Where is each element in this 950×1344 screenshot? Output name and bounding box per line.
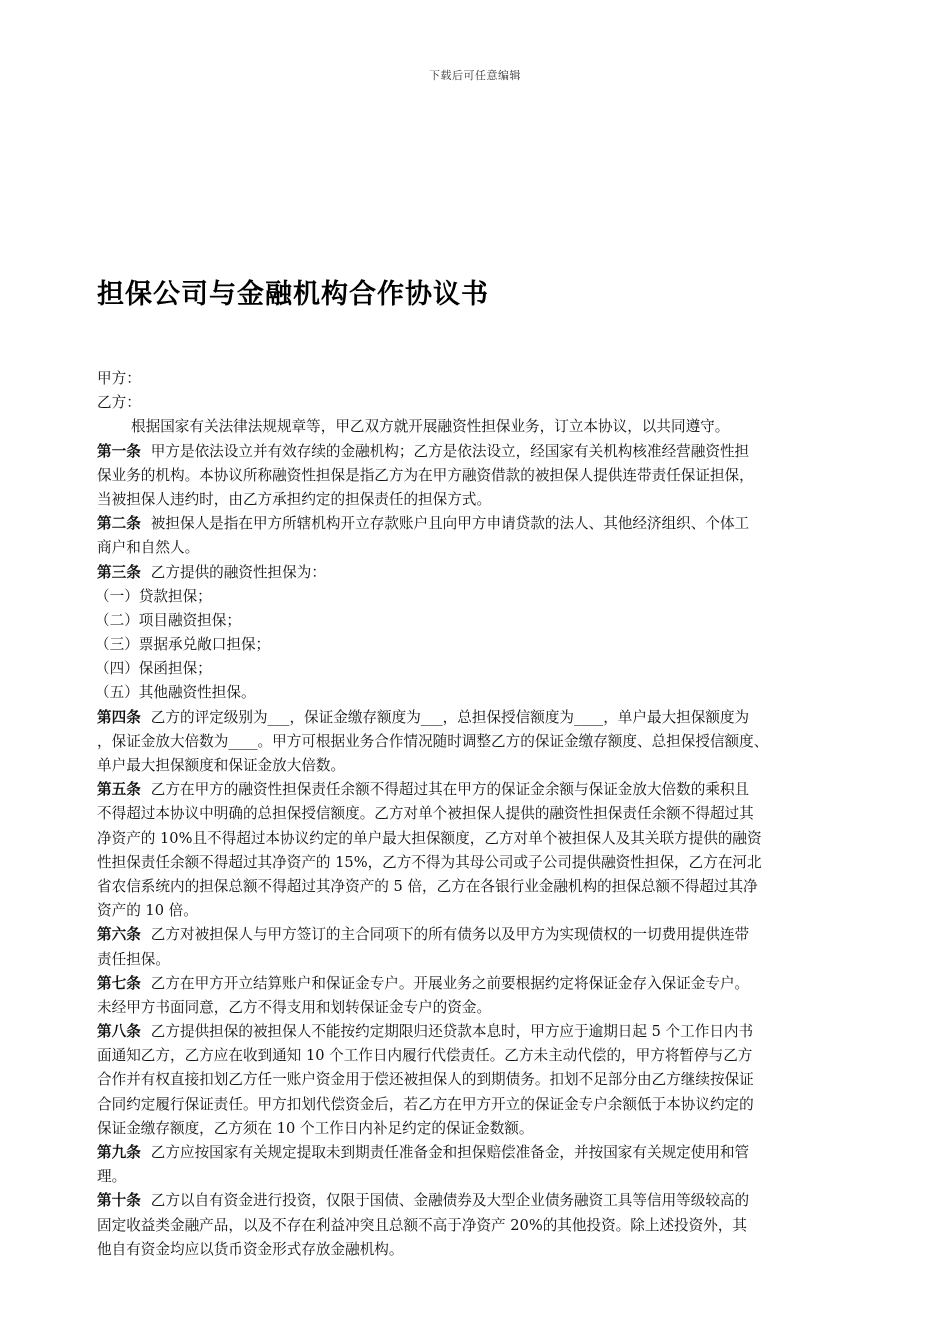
clause-text: 乙方对被担保人与甲方签订的主合同项下的所有债务以及甲方为实现债权的一切费用提供连带	[150, 926, 750, 944]
clause-text: 乙方在甲方的融资性担保责任余额不得超过其在甲方的保证金余额与保证金放大倍数的乘积且	[150, 781, 750, 799]
clause-text: 未经甲方书面同意，乙方不得支用和划转保证金专户的资金。	[97, 998, 492, 1016]
list-item: （四）保函担保；	[95, 660, 212, 678]
clause-text: 合作并有权直接扣划乙方任一账户资金用于偿还被担保人的到期债务。扣划不足部分由乙方继续按保证	[97, 1071, 754, 1089]
clause-text: 他自有资金均应以货币资金形式存放金融机构。	[97, 1240, 404, 1258]
header-note: 下载后可任意编辑	[429, 69, 521, 82]
clause-7-line-1	[97, 972, 857, 996]
clause-10-head: 第十条	[97, 1192, 141, 1210]
clause-text: 乙方应按国家有关规定提取未到期责任准备金和担保赔偿准备金，并按国家有关规定使用和管	[150, 1144, 750, 1161]
party-b-label: 乙方：	[97, 394, 141, 412]
clause-3-line-1	[97, 561, 857, 585]
clause-text: 被担保人是指在甲方所辖机构开立存款账户且向甲方申请贷款的法人、其他经济组织、个体工	[150, 515, 750, 533]
clause-7-head: 第七条	[97, 974, 141, 992]
clause-2-line-1	[97, 512, 857, 536]
clause-1-line-1	[97, 440, 857, 464]
clause-text: 责任担保。	[97, 950, 170, 968]
document-body	[97, 367, 857, 1262]
clause-8-line-1	[97, 1020, 857, 1044]
clause-5-line-1	[97, 778, 857, 802]
list-item: （五）其他融资性担保。	[95, 684, 256, 702]
clause-10-line-1	[97, 1189, 857, 1213]
clause-9-head: 第九条	[97, 1144, 141, 1161]
clause-text: 固定收益类金融产品，以及不存在利益冲突且总额不高于净资产 20%的其他投资。除上述投资外，其	[97, 1216, 748, 1234]
party-a-label: 甲方：	[97, 370, 141, 387]
clause-1-head: 第一条	[97, 442, 141, 460]
clause-9-line-1	[97, 1141, 857, 1165]
clause-text: 理。	[97, 1168, 127, 1186]
clause-text: 乙方提供担保的被担保人不能按约定期限归还贷款本息时，甲方应于逾期日起 5 个工作日内书	[150, 1023, 754, 1041]
clause-text: 合同约定履行保证责任。甲方扣划代偿资金后，若乙方在甲方开立的保证金专户余额低于本协议约定的	[97, 1095, 754, 1113]
clause-8-head: 第八条	[97, 1023, 141, 1041]
clause-text: 乙方提供的融资性担保为：	[150, 563, 326, 581]
clause-text: 当被担保人违约时，由乙方承担约定的担保责任的担保方式。	[97, 490, 492, 508]
clause-text: 资产的 10 倍。	[97, 902, 198, 920]
clause-text: 面通知乙方，乙方应在收到通知 10 个工作日内履行代偿责任。乙方未主动代偿的，甲方将暂停与乙方	[97, 1047, 753, 1065]
clause-text: 单户最大担保额度和保证金放大倍数。	[97, 757, 346, 774]
clause-5-head: 第五条	[97, 781, 141, 799]
document-title: 担保公司与金融机构合作协议书	[97, 279, 489, 310]
clause-3-head: 第三条	[97, 563, 141, 581]
clause-text: 商户和自然人。	[97, 539, 200, 557]
clause-6-head: 第六条	[97, 926, 141, 944]
clause-text: 乙方的评定级别为___，保证金缴存额度为___，总担保授信额度为____，单户最大担保额度为	[150, 708, 750, 726]
list-item: （三）票据承兑敞口担保；	[95, 636, 271, 654]
list-item: （一）贷款担保；	[95, 587, 212, 605]
clause-6-line-1	[97, 923, 857, 947]
preamble: 根据国家有关法律法规规章等，甲乙双方就开展融资性担保业务，订立本协议，以共同遵守。	[131, 418, 730, 436]
clause-text: 乙方以自有资金进行投资，仅限于国债、金融债券及大型企业债务融资工具等信用等级较高的	[150, 1192, 750, 1210]
list-item: （二）项目融资担保；	[95, 611, 241, 629]
clause-text: ，保证金放大倍数为____。甲方可根据业务合作情况随时调整乙方的保证金缴存额度、总担保授信额度、	[97, 732, 769, 750]
clause-text: 省农信系统内的担保总额不得超过其净资产的 5 倍，乙方在各银行业金融机构的担保总额不得超过其净	[97, 877, 758, 895]
clause-text: 甲方是依法设立并有效存续的金融机构；乙方是依法设立，经国家有关机构核准经营融资性担	[150, 442, 750, 460]
clause-4-line-1	[97, 706, 857, 730]
clause-4-head: 第四条	[97, 708, 141, 726]
clause-text: 不得超过本协议中明确的总担保授信额度。乙方对单个被担保人提供的融资性担保责任余额不得超过其	[97, 805, 754, 823]
clause-text: 保证金缴存额度，乙方须在 10 个工作日内补足约定的保证金数额。	[97, 1119, 534, 1137]
clause-text: 性担保责任余额不得超过其净资产的 15%，乙方不得为其母公司或子公司提供融资性担保，乙方在河北	[97, 853, 762, 871]
clause-text: 净资产的 10%且不得超过本协议约定的单户最大担保额度，乙方对单个被担保人及其关联方提供的融资	[97, 829, 762, 847]
clause-2-head: 第二条	[97, 515, 141, 533]
clause-text: 乙方在甲方开立结算账户和保证金专户。开展业务之前要根据约定将保证金存入保证金专户。	[150, 974, 750, 992]
clause-text: 保业务的机构。本协议所称融资性担保是指乙方为在甲方融资借款的被担保人提供连带责任保证担保，	[97, 466, 754, 484]
